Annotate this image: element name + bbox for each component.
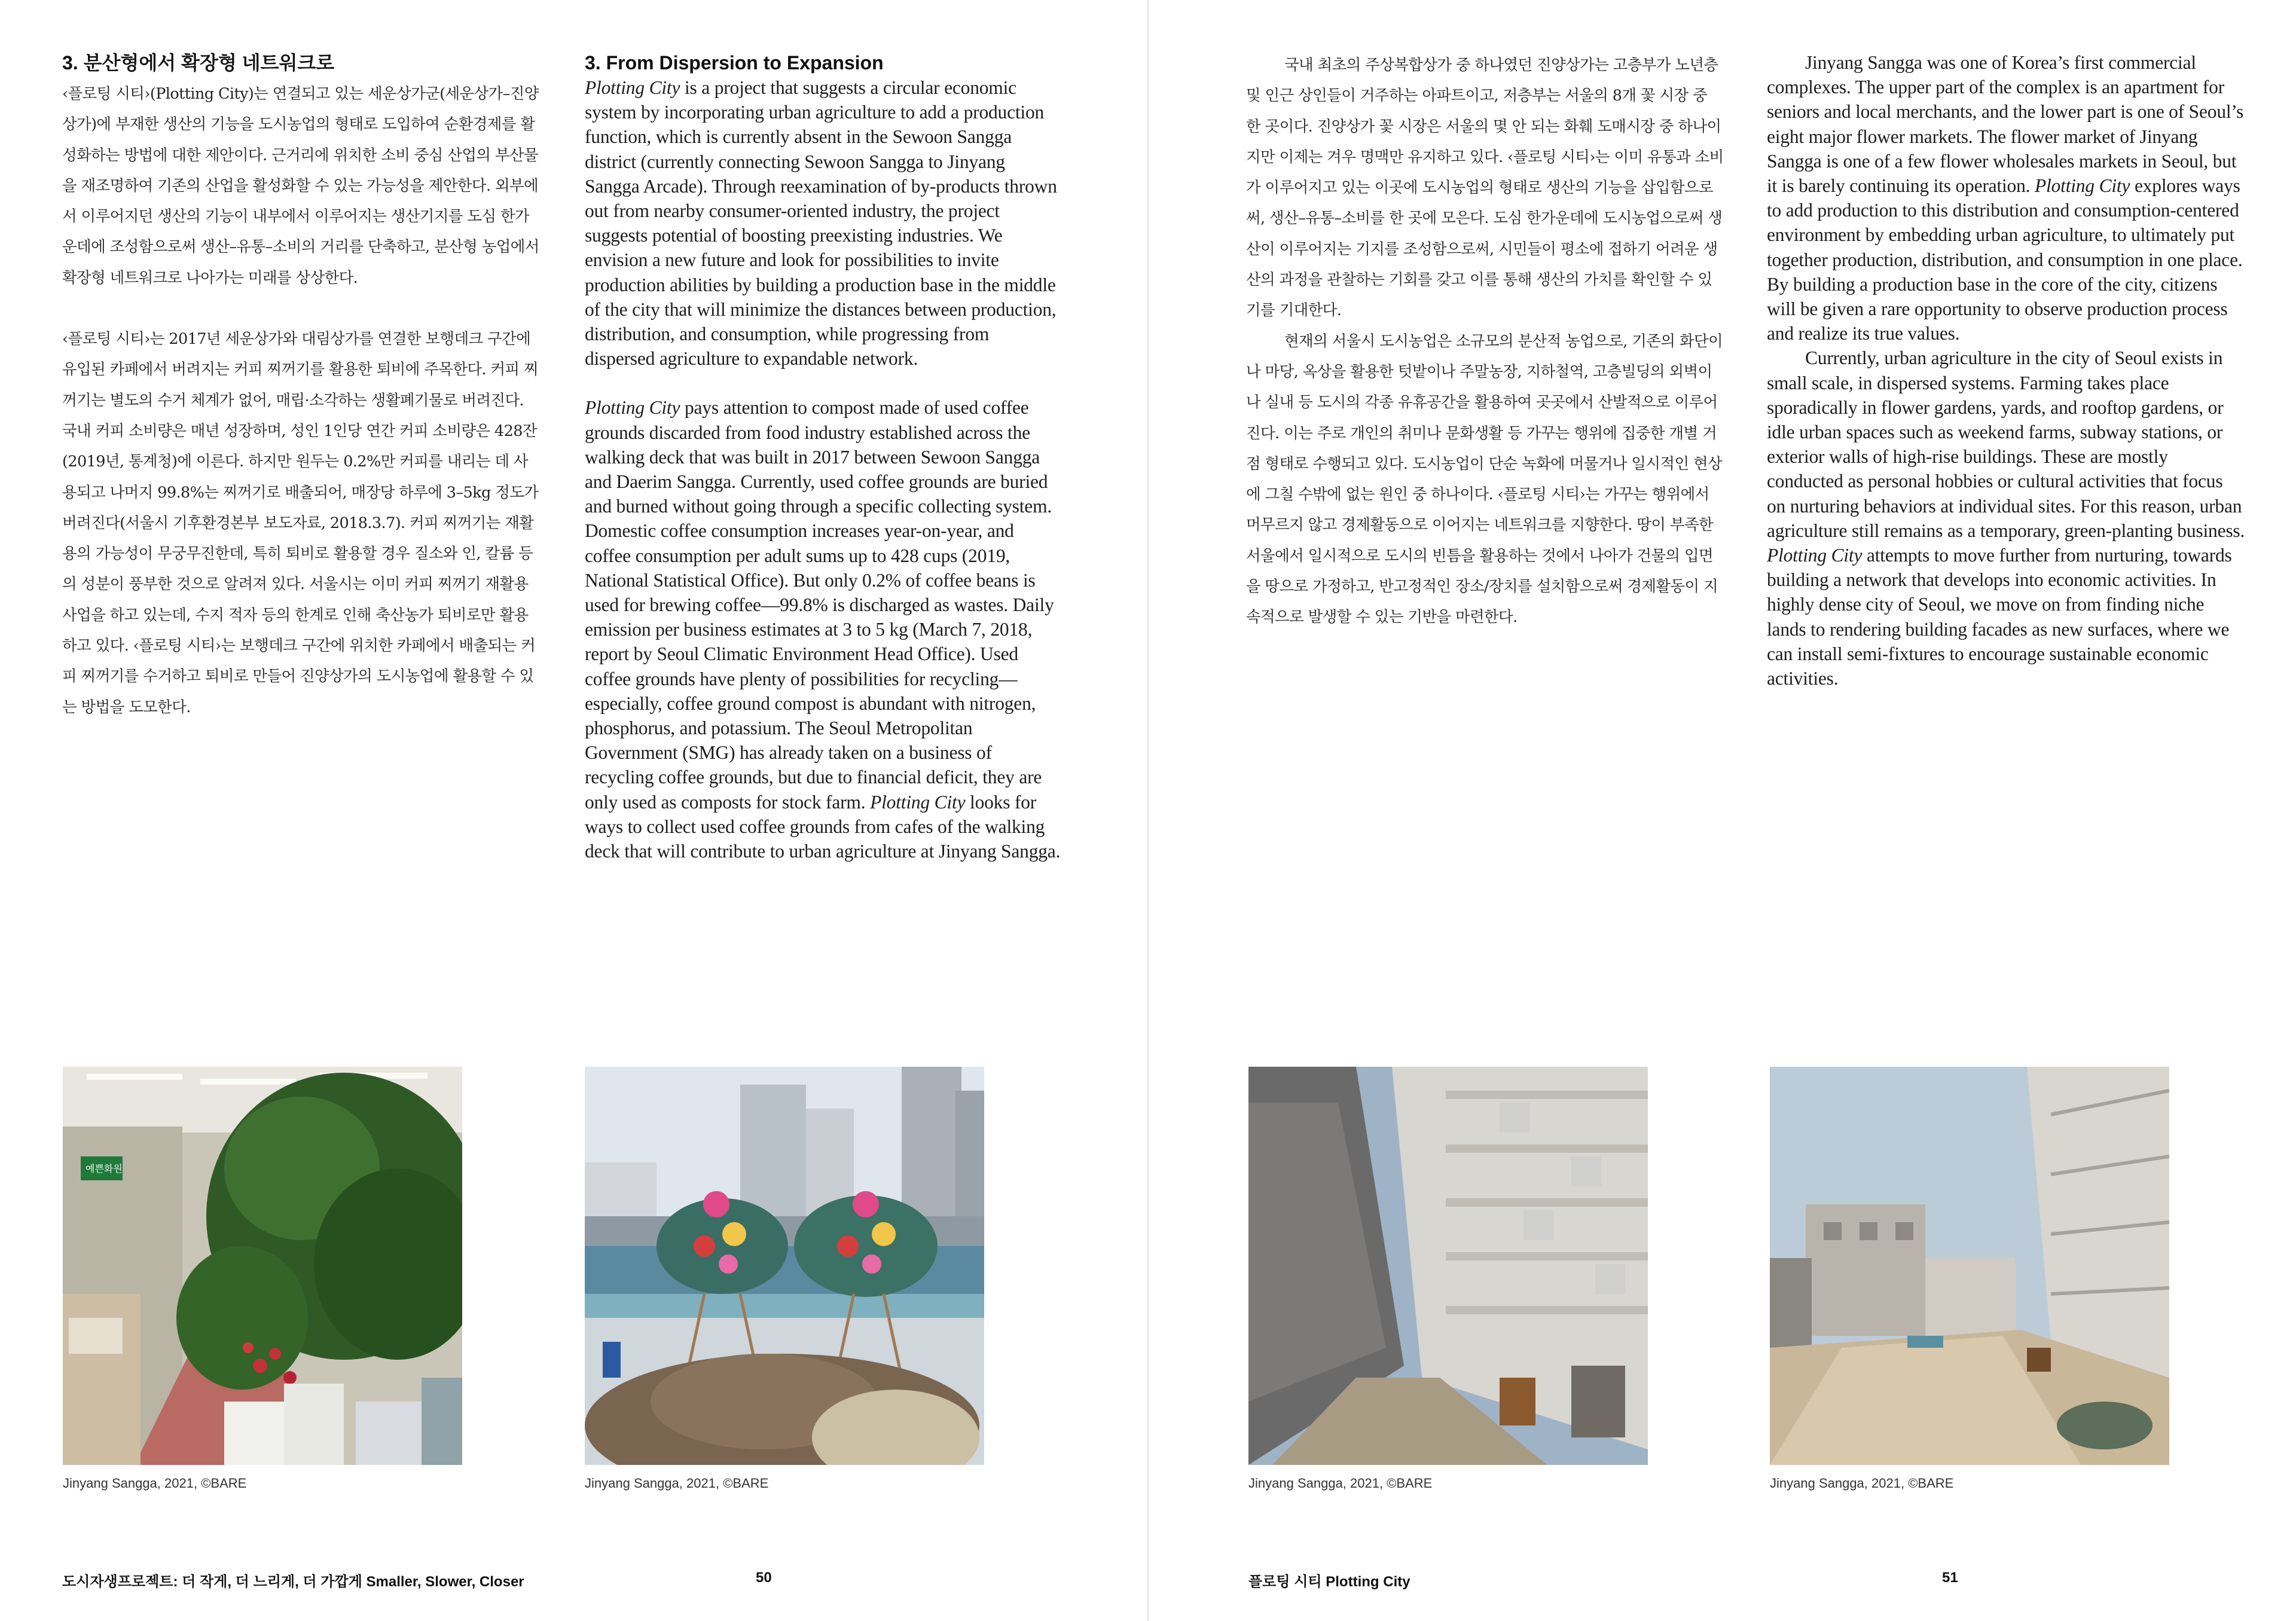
svg-text:예쁜화원: 예쁜화원	[86, 1163, 123, 1174]
photo-alley-apartments	[1248, 1067, 1648, 1465]
right-page-number: 51	[1942, 1570, 1958, 1586]
korean-paragraph-2: ‹플로팅 시티›는 2017년 세운상가와 대림상가를 연결한 보행데크 구간에 유입된 카페에서 버려지는 커피 찌꺼기를 활용한 퇴비에 주목한다. 커피 찌꺼기는 별도의 수거 체계가 없어, 매립·소각하는 생활폐기물로 버려진다. 국내 커피 소비량은 매년 성장하며, 성인 1인당 연간 커피 소비량은 428잔(2019년, 통계청)에 이른다. 하지만 원두는 0.2%만 커피를 내리는 데 사용되고 나머지 99.8%는 찌꺼기로 배출되어, 매장당 하루에 3–5kg 정도가 버려진다(서울시 기후환경본부 보도자료, 2018.3.7). 커피 찌꺼기는 재활용의 가능성이 무궁무진한데, 특히 퇴비로 활용할 경우 질소와 인, 칼륨 등의 성분이 풍부한 것으로 알려져 있다. 서울시는 이미 커피 찌꺼기 재활용 사업을 하고 있는데, 수지 적자 등의 한계로 인해 축산농가 퇴비로만 활용하고 있다. ‹플로팅 시티›는 보행데크 구간에 위치한 카페에서 배출되는 커피 찌꺼기를 수거하고 퇴비로 만들어 진양상가의 도시농업에 활용할 수 있는 방법을 도모한다.	[62, 330, 539, 716]
paragraph-text: attempts to move further from nurturing, towards building a network that develops into economic activities. In highly dense city of Seoul, we move on from finding niche lands to rendering building facades as new surfaces, where we can install semi-fixtures to encourage sustainable economic activities.	[1767, 545, 2232, 689]
paragraph-text: is a project that suggests a circular economic system by incorporating urban agriculture to add a production function, which is currently absent in the Sewoon Sangga district (currently connecting Sewoon Sangga to Jinyang Sangga Arcade). Through reexamination of by-products thrown out from nearby consumer-oriented industry, the project suggests potential of boosting preexisting industries. We envision a new future and look for possibilities to invite production abilities by building a production base in the middle of the city that will minimize the distances between production, distribution, and consumption, while progressing from dispersed agriculture to expandable network.	[585, 77, 1057, 370]
korean-paragraph-3: 국내 최초의 주상복합상가 중 하나였던 진양상가는 고층부가 노년층 및 인근 상인들이 거주하는 아파트이고, 저층부는 서울의 8개 꽃 시장 중 한 곳이다. 진양상가 꽃 시장은 서울의 몇 안 되는 화훼 도매시장 중 하나이지만 이제는 겨우 명맥만 유지하고 있다. ‹플로팅 시티›는 이미 유통과 소비가 이루어지고 있는 이곳에 도시농업의 형태로 생산의 기능을 삽입함으로써, 생산–유통–소비를 한 곳에 모은다. 도심 한가운데에 도시농업으로써 생산이 이루어지는 기지를 조성함으로써, 시민들이 평소에 접하기 어려운 생산의 과정을 관찰하는 기회를 갖고 이를 통해 생산의 가치를 확인할 수 있기를 기대한다.	[1246, 56, 1724, 320]
project-title: Plotting City	[870, 791, 966, 813]
photo-caption: Jinyang Sangga, 2021, ©BARE	[585, 1476, 769, 1491]
photo-caption: Jinyang Sangga, 2021, ©BARE	[1770, 1476, 1954, 1491]
project-title: Plotting City	[585, 397, 680, 419]
paragraph-text: Jinyang Sangga was one of Korea’s first commercial complexes. The upper part of the complex is an apartment for seniors and local merchants, and the lower part is one of Seoul’s eight major flower markets. The flower market of Jinyang Sangga is one of a few flower wholesales markets in Seoul, but it is barely continuing its operation.	[1767, 52, 2244, 197]
right-english-column	[1767, 50, 2245, 691]
paragraph-text: Currently, urban agriculture in the city of Seoul exists in small scale, in dispersed systems. Farming takes place sporadically in flower gardens, yards, and rooftop gardens, or idle urban spaces such as weekend farms, subway stations, or exterior walls of high-rise buildings. These are mostly conducted as personal hobbies or cultural activities that focus on nurturing behaviors at individual sites. For this reason, urban agriculture still remains as a temporary, green-planting business.	[1767, 347, 2245, 541]
left-korean-column	[62, 50, 541, 723]
spine-gutter	[1147, 0, 1149, 1621]
korean-paragraph-4: 현재의 서울시 도시농업은 소규모의 분산적 농업으로, 기존의 화단이나 마당, 옥상을 활용한 텃밭이나 주말농장, 지하철역, 고층빌딩의 외벽이나 실내 등 도시의 각종 유휴공간을 활용하여 곳곳에서 산발적으로 이루어진다. 이는 주로 개인의 취미나 문화생활 등 가꾸는 행위에 집중한 개별 거점 형태로 수행되고 있다. 도시농업이 단순 녹화에 머물거나 일시적인 현상에 그칠 수밖에 없는 원인 중 하나이다. ‹플로팅 시티›는 가꾸는 행위에서 머무르지 않고 경제활동으로 이어지는 네트워크를 지향한다. 땅이 부족한 서울에서 일시적으로 도시의 빈틈을 활용하는 것에서 나아가 건물의 입면을 땅으로 가정하고, 반고정적인 장소/장치를 설치함으로써 경제활동이 지속적으로 발생할 수 있는 기반을 마련한다.	[1246, 332, 1723, 627]
left-english-column	[585, 50, 1063, 863]
photo-flower-shop-interior	[63, 1067, 462, 1465]
left-footer-title: 도시자생프로젝트: 더 작게, 더 느리게, 더 가깝게 Smaller, Slower, Closer	[62, 1574, 524, 1590]
project-title: Plotting City	[585, 77, 680, 98]
paragraph-text: looks for ways to collect used coffee grounds from cafes of the walking deck that will contribute to urban agriculture at Jinyang Sangga.	[585, 791, 1061, 862]
korean-paragraph-1: ‹플로팅 시티›(Plotting City)는 연결되고 있는 세운상가군(세운상가–진양상가)에 부재한 생산의 기능을 도시농업의 형태로 도입하여 순환경제를 활성화하는 방법에 대한 제안이다. 근거리에 위치한 소비 중심 산업의 부산물을 재조명하여 기존의 산업을 활성화할 수 있는 가능성을 제안한다. 외부에서 이루어지던 생산의 기능이 내부에서 이루어지는 생산기지를 도심 한가운데에 조성함으로써 생산–유통–소비의 거리를 단축하고, 분산형 농업에서 확장형 네트워크로 나아가는 미래를 상상한다.	[62, 85, 539, 287]
korean-section-heading: 3. 분산형에서 확장형 네트워크로	[62, 52, 335, 74]
project-title: Plotting City	[1767, 545, 1863, 566]
photo-caption: Jinyang Sangga, 2021, ©BARE	[1248, 1476, 1433, 1491]
left-page-number: 50	[756, 1570, 772, 1586]
project-title: Plotting City	[2035, 175, 2130, 197]
photo-caption: Jinyang Sangga, 2021, ©BARE	[63, 1476, 247, 1491]
photo-rooftop-street	[1770, 1067, 2169, 1465]
paragraph-text: explores ways to add production to this distribution and consumption-centered environment by embedding urban agriculture, to ultimately put together production, distribution, and consumption in one place. By building a production base in the core of the city, citizens will be given a rare opportunity to observe production process and realize its true values.	[1767, 175, 2243, 344]
english-section-heading: 3. From Dispersion to Expansion	[585, 52, 884, 74]
paragraph-text: pays attention to compost made of used coffee grounds discarded from food industry established across the walking deck that was built in 2017 between Sewoon Sangga and Daerim Sangga. Currently, used coffee grounds are buried and burned without going through a specific collecting system. Domestic coffee consumption increases year-on-year, and coffee consumption per adult sums up to 428 cups (2019, National Statistical Office). But only 0.2% of coffee beans is used for brewing coffee—99.8% is discharged as wastes. Daily emission per business estimates at 3 to 5 kg (March 7, 2018, report by Seoul Climatic Environment Head Office). Used coffee grounds have plenty of possibilities for recycling—especially, coffee ground compost is abundant with nitrogen, phosphorus, and potassium. The Seoul Metropolitan Government (SMG) has already taken on a business of recycling coffee grounds, but due to financial deficit, they are only used as composts for stock farm.	[585, 397, 1054, 813]
english-paragraph-4	[1767, 346, 2245, 691]
english-paragraph-1	[585, 75, 1063, 371]
right-footer-title: 플로팅 시티 Plotting City	[1248, 1574, 1410, 1590]
english-paragraph-3	[1767, 50, 2245, 346]
right-korean-column	[1246, 50, 1724, 633]
english-paragraph-2	[585, 395, 1063, 863]
photo-flower-wreaths	[585, 1067, 984, 1465]
